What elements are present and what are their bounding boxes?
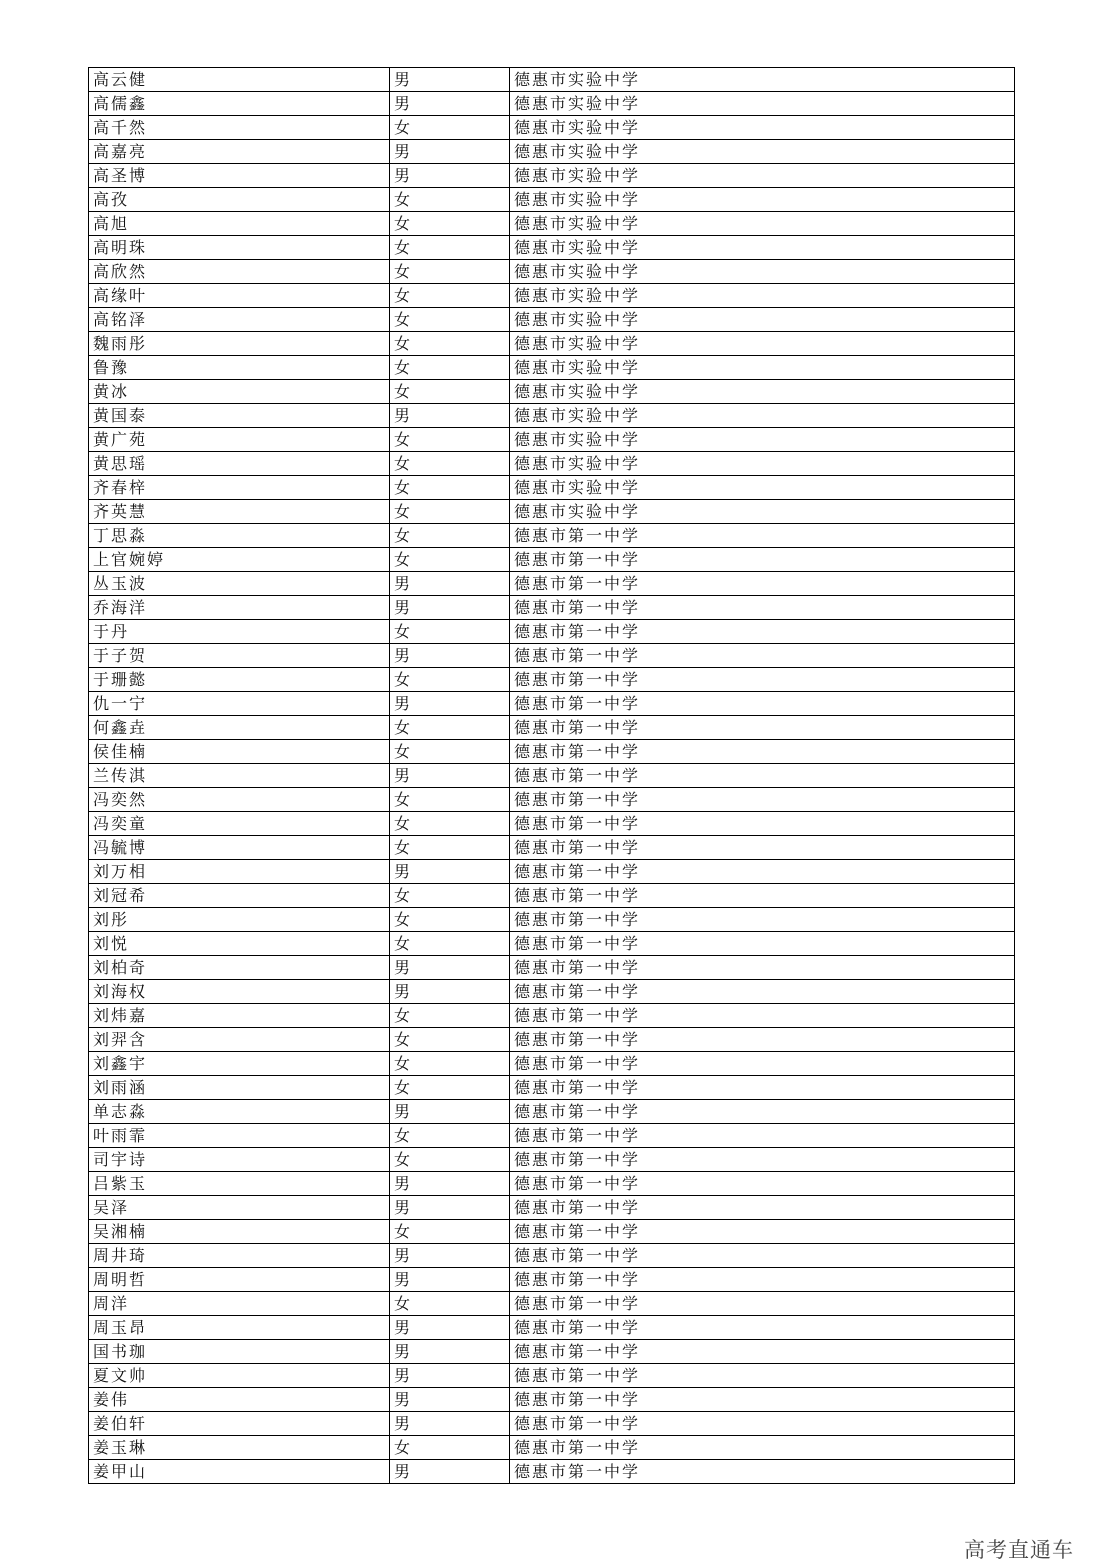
student-gender-cell: 女	[390, 1220, 510, 1244]
student-gender-cell: 男	[390, 1172, 510, 1196]
student-name-cell: 高嘉亮	[89, 140, 390, 164]
table-row	[89, 740, 1015, 764]
student-school-cell: 德惠市实验中学	[510, 236, 1015, 260]
student-name-cell: 吕紫玉	[89, 1172, 390, 1196]
student-school-cell: 德惠市第一中学	[510, 1364, 1015, 1388]
student-gender-cell: 男	[390, 1196, 510, 1220]
table-row	[89, 1268, 1015, 1292]
student-gender-cell: 男	[390, 92, 510, 116]
student-name-cell: 刘羿含	[89, 1028, 390, 1052]
student-school-cell: 德惠市实验中学	[510, 188, 1015, 212]
student-gender-cell: 女	[390, 356, 510, 380]
student-gender-cell: 男	[390, 1364, 510, 1388]
watermark-text: 高考直通车	[964, 1538, 1074, 1562]
table-row	[89, 1052, 1015, 1076]
student-gender-cell: 女	[390, 716, 510, 740]
student-school-cell: 德惠市实验中学	[510, 332, 1015, 356]
student-gender-cell: 女	[390, 524, 510, 548]
student-name-cell: 刘万相	[89, 860, 390, 884]
student-name-cell: 于珊懿	[89, 668, 390, 692]
table-row	[89, 236, 1015, 260]
student-name-cell: 黄广苑	[89, 428, 390, 452]
student-school-cell: 德惠市第一中学	[510, 956, 1015, 980]
table-row	[89, 1220, 1015, 1244]
table-row	[89, 140, 1015, 164]
table-row	[89, 596, 1015, 620]
student-name-cell: 乔海洋	[89, 596, 390, 620]
student-gender-cell: 女	[390, 188, 510, 212]
student-gender-cell: 女	[390, 740, 510, 764]
student-school-cell: 德惠市实验中学	[510, 380, 1015, 404]
table-row	[89, 308, 1015, 332]
student-school-cell: 德惠市第一中学	[510, 1148, 1015, 1172]
student-name-cell: 刘海权	[89, 980, 390, 1004]
student-school-cell: 德惠市第一中学	[510, 1244, 1015, 1268]
student-gender-cell: 男	[390, 68, 510, 92]
table-row	[89, 500, 1015, 524]
student-gender-cell: 女	[390, 476, 510, 500]
student-gender-cell: 女	[390, 332, 510, 356]
table-row	[89, 788, 1015, 812]
student-school-cell: 德惠市第一中学	[510, 884, 1015, 908]
student-gender-cell: 男	[390, 596, 510, 620]
student-gender-cell: 女	[390, 620, 510, 644]
student-school-cell: 德惠市实验中学	[510, 500, 1015, 524]
student-name-cell: 姜甲山	[89, 1460, 390, 1484]
table-row	[89, 356, 1015, 380]
student-name-cell: 高千然	[89, 116, 390, 140]
table-row	[89, 284, 1015, 308]
student-name-cell: 姜伟	[89, 1388, 390, 1412]
student-school-cell: 德惠市第一中学	[510, 644, 1015, 668]
student-name-cell: 刘冠希	[89, 884, 390, 908]
student-gender-cell: 男	[390, 404, 510, 428]
table-row	[89, 836, 1015, 860]
student-name-cell: 刘悦	[89, 932, 390, 956]
student-school-cell: 德惠市实验中学	[510, 92, 1015, 116]
student-gender-cell: 女	[390, 452, 510, 476]
student-gender-cell: 女	[390, 116, 510, 140]
student-gender-cell: 男	[390, 980, 510, 1004]
table-row	[89, 812, 1015, 836]
student-school-cell: 德惠市实验中学	[510, 164, 1015, 188]
student-name-cell: 司宇诗	[89, 1148, 390, 1172]
student-gender-cell: 男	[390, 1268, 510, 1292]
student-school-cell: 德惠市实验中学	[510, 116, 1015, 140]
student-gender-cell: 女	[390, 428, 510, 452]
student-gender-cell: 女	[390, 1436, 510, 1460]
student-school-cell: 德惠市第一中学	[510, 596, 1015, 620]
student-school-cell: 德惠市第一中学	[510, 740, 1015, 764]
table-row	[89, 1388, 1015, 1412]
student-school-cell: 德惠市第一中学	[510, 1220, 1015, 1244]
table-row	[89, 956, 1015, 980]
student-name-cell: 于子贺	[89, 644, 390, 668]
student-school-cell: 德惠市第一中学	[510, 668, 1015, 692]
student-name-cell: 冯奕童	[89, 812, 390, 836]
student-name-cell: 高云健	[89, 68, 390, 92]
student-school-cell: 德惠市实验中学	[510, 452, 1015, 476]
student-gender-cell: 男	[390, 164, 510, 188]
table-row	[89, 332, 1015, 356]
student-school-cell: 德惠市第一中学	[510, 620, 1015, 644]
student-school-cell: 德惠市第一中学	[510, 812, 1015, 836]
student-name-cell: 高缘叶	[89, 284, 390, 308]
student-name-cell: 齐春梓	[89, 476, 390, 500]
student-gender-cell: 女	[390, 1292, 510, 1316]
student-gender-cell: 女	[390, 308, 510, 332]
student-name-cell: 周明哲	[89, 1268, 390, 1292]
table-row	[89, 668, 1015, 692]
student-name-cell: 冯毓博	[89, 836, 390, 860]
student-school-cell: 德惠市第一中学	[510, 788, 1015, 812]
student-school-cell: 德惠市第一中学	[510, 1436, 1015, 1460]
student-gender-cell: 女	[390, 1052, 510, 1076]
student-name-cell: 姜玉琳	[89, 1436, 390, 1460]
student-name-cell: 周洋	[89, 1292, 390, 1316]
student-name-cell: 周井琦	[89, 1244, 390, 1268]
table-row	[89, 1004, 1015, 1028]
student-school-cell: 德惠市第一中学	[510, 1388, 1015, 1412]
roster-body	[89, 68, 1015, 1484]
student-gender-cell: 女	[390, 668, 510, 692]
student-gender-cell: 女	[390, 548, 510, 572]
student-school-cell: 德惠市第一中学	[510, 1004, 1015, 1028]
student-name-cell: 丁思淼	[89, 524, 390, 548]
student-name-cell: 魏雨彤	[89, 332, 390, 356]
student-name-cell: 于丹	[89, 620, 390, 644]
table-row	[89, 692, 1015, 716]
table-row	[89, 1148, 1015, 1172]
student-name-cell: 单志淼	[89, 1100, 390, 1124]
table-row	[89, 716, 1015, 740]
student-name-cell: 仇一宁	[89, 692, 390, 716]
student-name-cell: 黄思瑶	[89, 452, 390, 476]
student-gender-cell: 男	[390, 692, 510, 716]
student-school-cell: 德惠市实验中学	[510, 356, 1015, 380]
student-name-cell: 夏文帅	[89, 1364, 390, 1388]
student-name-cell: 上官婉婷	[89, 548, 390, 572]
student-gender-cell: 女	[390, 1076, 510, 1100]
student-name-cell: 吴湘楠	[89, 1220, 390, 1244]
student-school-cell: 德惠市第一中学	[510, 716, 1015, 740]
student-name-cell: 刘鑫宇	[89, 1052, 390, 1076]
table-row	[89, 1460, 1015, 1484]
table-row	[89, 620, 1015, 644]
student-school-cell: 德惠市第一中学	[510, 1100, 1015, 1124]
student-gender-cell: 男	[390, 860, 510, 884]
student-name-cell: 吴泽	[89, 1196, 390, 1220]
student-school-cell: 德惠市第一中学	[510, 980, 1015, 1004]
student-gender-cell: 男	[390, 644, 510, 668]
table-row	[89, 524, 1015, 548]
student-name-cell: 齐英慧	[89, 500, 390, 524]
student-gender-cell: 男	[390, 1316, 510, 1340]
table-row	[89, 572, 1015, 596]
student-name-cell: 高明珠	[89, 236, 390, 260]
student-school-cell: 德惠市实验中学	[510, 68, 1015, 92]
student-name-cell: 何鑫垚	[89, 716, 390, 740]
student-roster-table	[88, 67, 1015, 1484]
table-row	[89, 452, 1015, 476]
student-school-cell: 德惠市第一中学	[510, 1124, 1015, 1148]
student-school-cell: 德惠市实验中学	[510, 140, 1015, 164]
student-gender-cell: 男	[390, 572, 510, 596]
table-row	[89, 380, 1015, 404]
student-school-cell: 德惠市第一中学	[510, 1412, 1015, 1436]
student-name-cell: 姜伯轩	[89, 1412, 390, 1436]
student-school-cell: 德惠市第一中学	[510, 764, 1015, 788]
table-row	[89, 1196, 1015, 1220]
student-gender-cell: 男	[390, 956, 510, 980]
student-gender-cell: 女	[390, 812, 510, 836]
table-row	[89, 428, 1015, 452]
student-school-cell: 德惠市第一中学	[510, 908, 1015, 932]
student-gender-cell: 男	[390, 140, 510, 164]
student-gender-cell: 女	[390, 788, 510, 812]
student-gender-cell: 女	[390, 1028, 510, 1052]
student-gender-cell: 男	[390, 1244, 510, 1268]
student-name-cell: 冯奕然	[89, 788, 390, 812]
student-school-cell: 德惠市第一中学	[510, 860, 1015, 884]
table-row	[89, 1412, 1015, 1436]
student-name-cell: 高孜	[89, 188, 390, 212]
student-name-cell: 刘柏奇	[89, 956, 390, 980]
student-gender-cell: 女	[390, 1124, 510, 1148]
student-gender-cell: 女	[390, 1004, 510, 1028]
student-school-cell: 德惠市第一中学	[510, 572, 1015, 596]
student-gender-cell: 男	[390, 764, 510, 788]
student-name-cell: 叶雨霏	[89, 1124, 390, 1148]
table-row	[89, 1244, 1015, 1268]
student-gender-cell: 女	[390, 212, 510, 236]
table-row	[89, 92, 1015, 116]
student-school-cell: 德惠市实验中学	[510, 260, 1015, 284]
student-gender-cell: 女	[390, 884, 510, 908]
student-gender-cell: 女	[390, 380, 510, 404]
student-school-cell: 德惠市第一中学	[510, 1196, 1015, 1220]
table-row	[89, 1172, 1015, 1196]
student-school-cell: 德惠市第一中学	[510, 1292, 1015, 1316]
table-row	[89, 1364, 1015, 1388]
table-row	[89, 188, 1015, 212]
table-row	[89, 1340, 1015, 1364]
student-name-cell: 刘雨涵	[89, 1076, 390, 1100]
table-row	[89, 860, 1015, 884]
student-school-cell: 德惠市第一中学	[510, 692, 1015, 716]
student-gender-cell: 男	[390, 1388, 510, 1412]
student-gender-cell: 女	[390, 836, 510, 860]
table-row	[89, 476, 1015, 500]
student-school-cell: 德惠市实验中学	[510, 308, 1015, 332]
student-gender-cell: 男	[390, 1412, 510, 1436]
table-row	[89, 1316, 1015, 1340]
table-row	[89, 1076, 1015, 1100]
student-name-cell: 兰传淇	[89, 764, 390, 788]
student-name-cell: 黄国泰	[89, 404, 390, 428]
student-school-cell: 德惠市第一中学	[510, 524, 1015, 548]
student-name-cell: 刘彤	[89, 908, 390, 932]
student-gender-cell: 男	[390, 1340, 510, 1364]
table-row	[89, 764, 1015, 788]
student-school-cell: 德惠市第一中学	[510, 1340, 1015, 1364]
student-gender-cell: 女	[390, 284, 510, 308]
table-row	[89, 1028, 1015, 1052]
student-name-cell: 刘炜嘉	[89, 1004, 390, 1028]
student-school-cell: 德惠市实验中学	[510, 428, 1015, 452]
student-school-cell: 德惠市实验中学	[510, 284, 1015, 308]
table-row	[89, 908, 1015, 932]
student-school-cell: 德惠市第一中学	[510, 1028, 1015, 1052]
student-school-cell: 德惠市第一中学	[510, 1268, 1015, 1292]
student-school-cell: 德惠市第一中学	[510, 1052, 1015, 1076]
table-row	[89, 980, 1015, 1004]
student-name-cell: 国书珈	[89, 1340, 390, 1364]
student-name-cell: 丛玉波	[89, 572, 390, 596]
student-school-cell: 德惠市第一中学	[510, 1316, 1015, 1340]
student-name-cell: 高儒鑫	[89, 92, 390, 116]
table-row	[89, 1292, 1015, 1316]
table-row	[89, 404, 1015, 428]
student-gender-cell: 女	[390, 908, 510, 932]
student-school-cell: 德惠市第一中学	[510, 1172, 1015, 1196]
table-row	[89, 644, 1015, 668]
student-school-cell: 德惠市实验中学	[510, 212, 1015, 236]
student-gender-cell: 女	[390, 932, 510, 956]
student-name-cell: 黄冰	[89, 380, 390, 404]
student-name-cell: 周玉昂	[89, 1316, 390, 1340]
student-school-cell: 德惠市实验中学	[510, 404, 1015, 428]
student-school-cell: 德惠市第一中学	[510, 836, 1015, 860]
table-row	[89, 1100, 1015, 1124]
student-gender-cell: 女	[390, 1148, 510, 1172]
student-gender-cell: 女	[390, 260, 510, 284]
table-row	[89, 932, 1015, 956]
student-school-cell: 德惠市第一中学	[510, 1076, 1015, 1100]
table-row	[89, 1436, 1015, 1460]
student-gender-cell: 男	[390, 1100, 510, 1124]
student-gender-cell: 男	[390, 1460, 510, 1484]
table-row	[89, 1124, 1015, 1148]
student-school-cell: 德惠市第一中学	[510, 1460, 1015, 1484]
student-name-cell: 侯佳楠	[89, 740, 390, 764]
student-school-cell: 德惠市实验中学	[510, 476, 1015, 500]
student-name-cell: 高旭	[89, 212, 390, 236]
table-row	[89, 116, 1015, 140]
student-gender-cell: 女	[390, 236, 510, 260]
student-school-cell: 德惠市第一中学	[510, 548, 1015, 572]
student-gender-cell: 女	[390, 500, 510, 524]
table-row	[89, 884, 1015, 908]
table-row	[89, 548, 1015, 572]
student-name-cell: 高圣博	[89, 164, 390, 188]
table-row	[89, 68, 1015, 92]
table-row	[89, 164, 1015, 188]
table-row	[89, 260, 1015, 284]
student-name-cell: 鲁豫	[89, 356, 390, 380]
student-school-cell: 德惠市第一中学	[510, 932, 1015, 956]
student-name-cell: 高欣然	[89, 260, 390, 284]
table-row	[89, 212, 1015, 236]
student-name-cell: 高铭泽	[89, 308, 390, 332]
